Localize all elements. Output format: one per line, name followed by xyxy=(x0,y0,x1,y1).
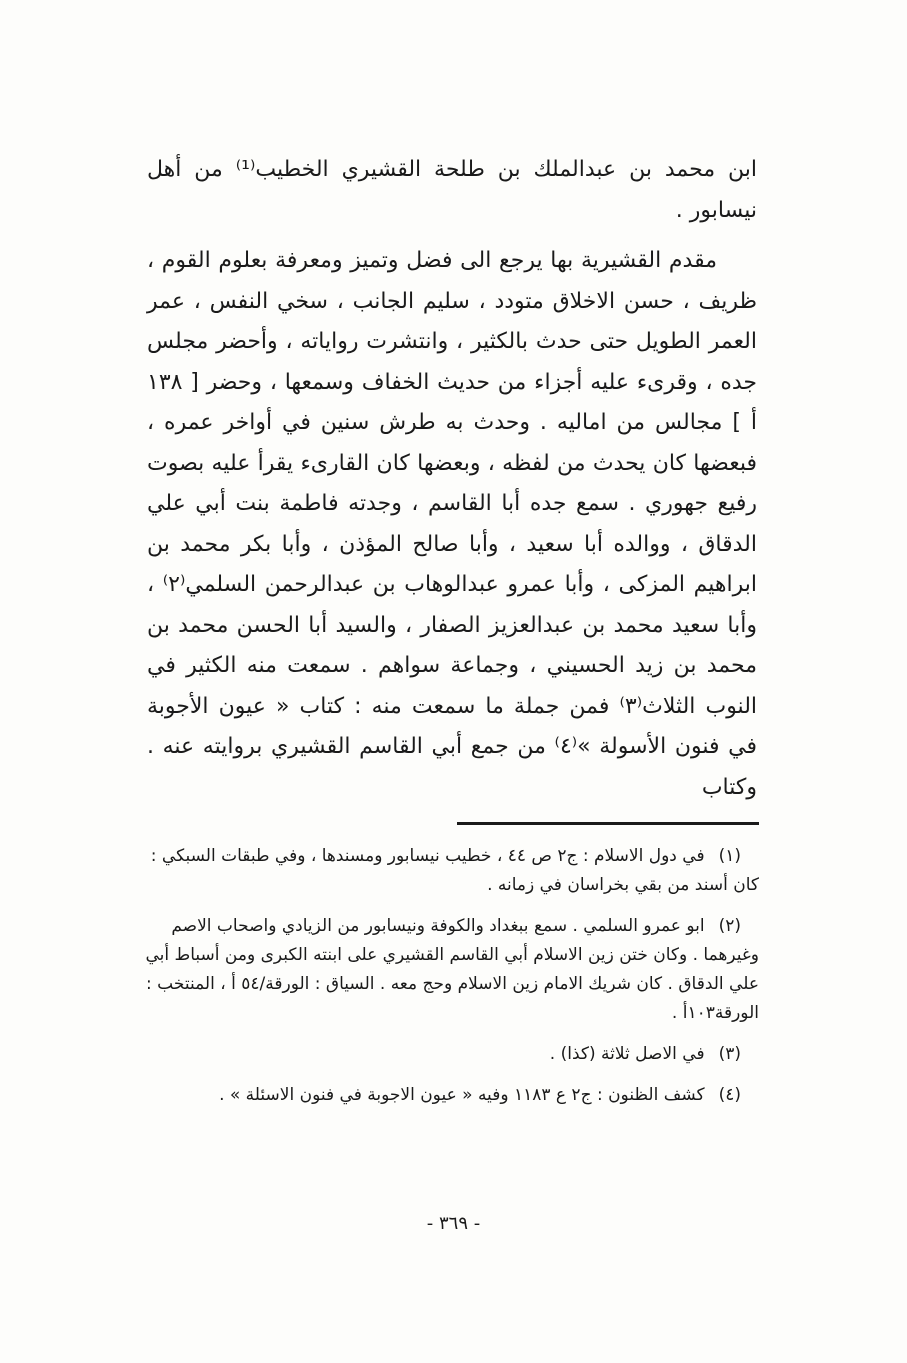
main-text-block xyxy=(147,150,757,808)
footnote-text: ابو عمرو السلمي . سمع ببغداد والكوفة ونيسابور من الزيادي واصحاب الاصم وغيرهما . وكان ختن زين الاسلام أبي القاسم القشيري على ابنته الكبرى ومن أسباط أبي علي الدقاق . كان شريك الامام زين الاسلام وحج معه . السياق : الورقة/٥٤ أ ، المنتخب : الورقة١٠٣أ . xyxy=(145,916,759,1023)
main-paragraph-1: ابن محمد بن عبدالملك بن طلحة القشيري الخطيب⁽¹⁾ من أهل نيسابور . xyxy=(147,157,757,223)
footnote-number: (٣) xyxy=(718,1044,741,1064)
footnote-divider xyxy=(457,822,759,825)
footnote-number: (٤) xyxy=(718,1085,741,1105)
footnote-2 xyxy=(131,912,759,1028)
footnote-text: كشف الظنون : ج٢ ع ١١٨٣ وفيه « عيون الاجوبة في فنون الاسئلة » . xyxy=(219,1085,705,1105)
footnote-text: في الاصل ثلاثة (كذا) . xyxy=(549,1044,705,1064)
footnote-number: (٢) xyxy=(718,916,741,936)
footnote-4 xyxy=(131,1081,759,1110)
page-number: - ٣٦٩ - xyxy=(426,1213,481,1234)
footnotes-section xyxy=(131,842,759,1122)
footnote-1 xyxy=(131,842,759,900)
main-paragraph-2: مقدم القشيرية بها يرجع الى فضل وتميز ومعرفة بعلوم القوم ، ظريف ، حسن الاخلاق متودد ، سليم الجانب ، سخي النفس ، عمر العمر الطويل حتى حدث بالكثير ، وانتشرت رواياته ، وأحضر مجلس جده ، وقرىء عليه أجزاء من حديث الخفاف وسمعها ، وحضر [ ١٣٨ أ ] مجالس من اماليه . وحدث به طرش سنين في أواخر عمره ، فبعضها كان يحدث من لفظه ، وبعضها كان القارىء يقرأ عليه بصوت رفيع جهوري . سمع جده أبا القاسم ، وجدته فاطمة بنت أبي علي الدقاق ، ووالده أبا سعيد ، وأبا صالح المؤذن ، وأبا بكر محمد بن ابراهيم المزكى ، وأبا عمرو عبدالوهاب بن عبدالرحمن السلمي⁽٢⁾ ، وأبا سعيد محمد بن عبدالعزيز الصفار ، والسيد أبا الحسن محمد بن محمد بن زيد الحسيني ، وجماعة سواهم . سمعت منه الكثير في النوب الثلاث⁽٣⁾ فمن جملة ما سمعت منه : كتاب « عيون الأجوبة في فنون الأسولة »⁽٤⁾ من جمع أبي القاسم القشيري بروايته عنه . وكتاب xyxy=(147,248,758,800)
footnote-text: في دول الاسلام : ج٢ ص ٤٤ ، خطيب نيسابور ومسندها ، وفي طبقات السبكي : كان أسند من بقي بخراسان في زمانه . xyxy=(150,846,759,895)
footnote-3 xyxy=(131,1040,759,1069)
footnote-number: (١) xyxy=(718,846,741,866)
